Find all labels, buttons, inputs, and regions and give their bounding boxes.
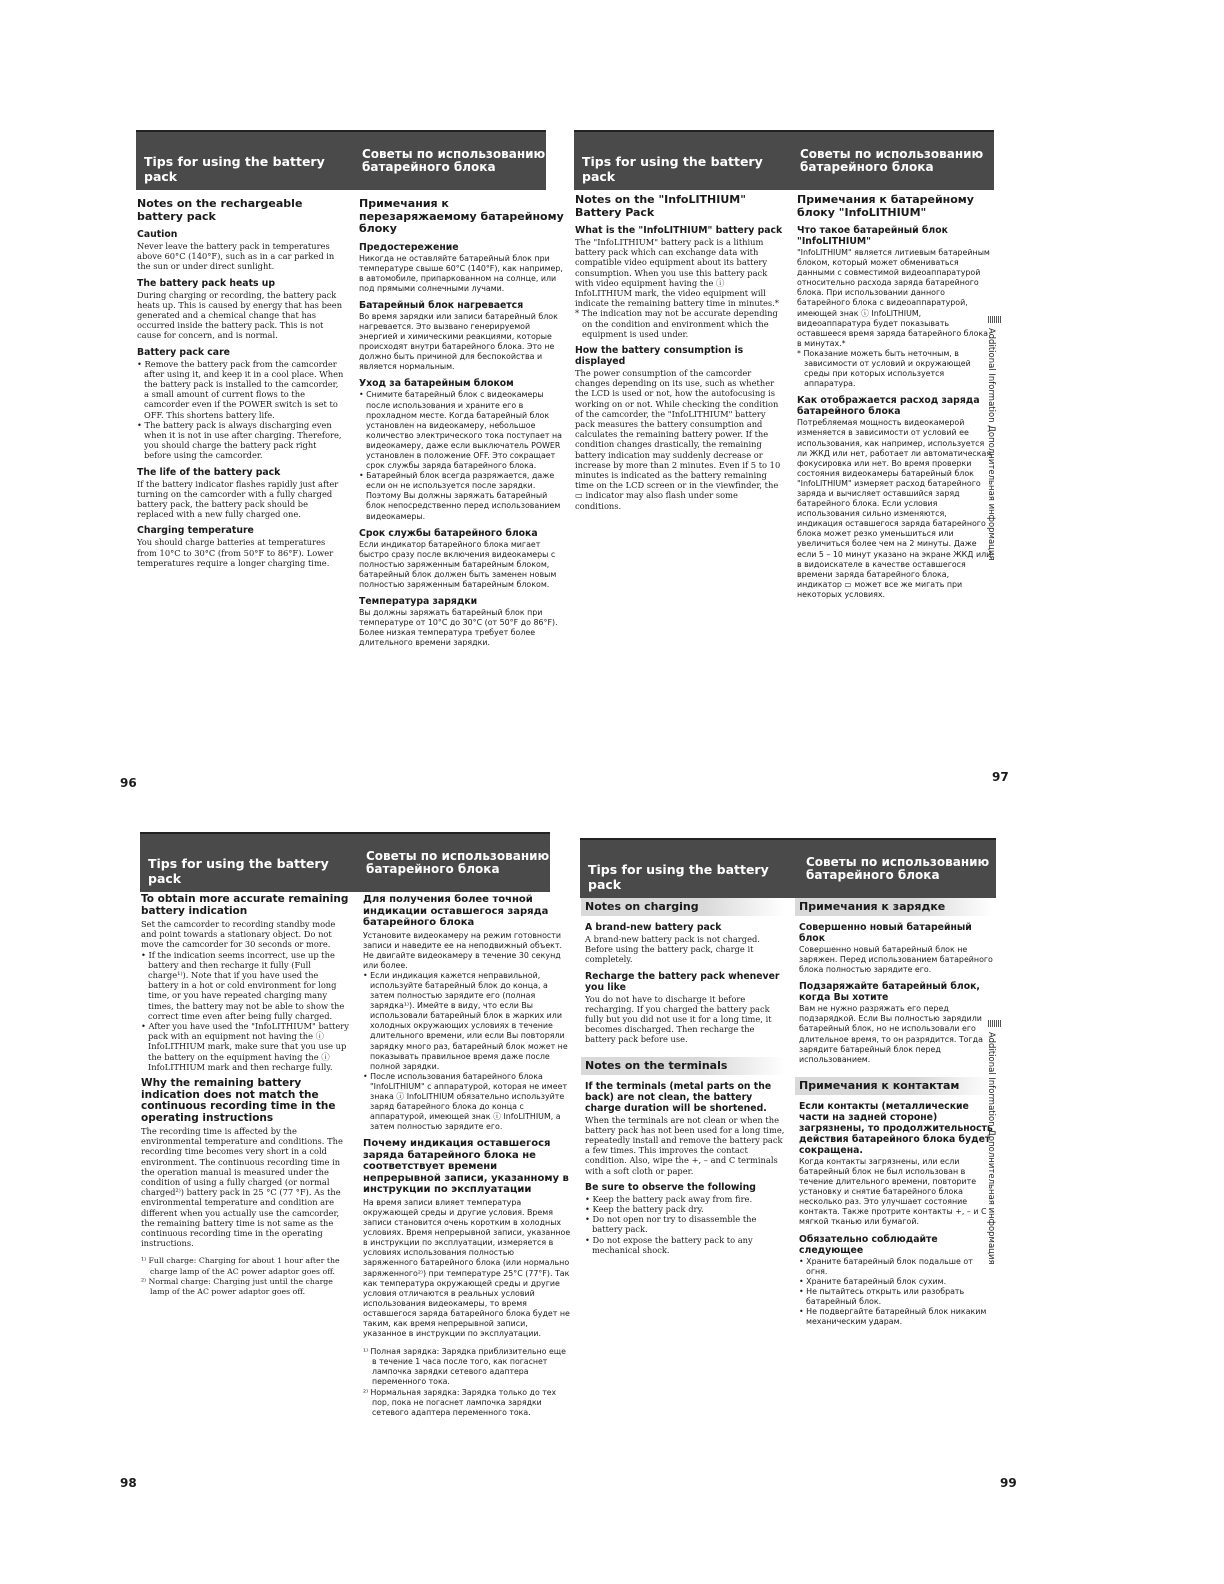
list-item: • Do not expose the battery pack to any mechanical shock. xyxy=(585,1234,753,1255)
paragraph: Never leave the battery pack in temperatures above 60°C (140°F), such as in a car parked in the sun or under direct sunlight. xyxy=(137,241,335,272)
page-99-header xyxy=(580,838,996,898)
page-number: 96 xyxy=(120,776,137,790)
header-title-en: Tips for using the battery pack xyxy=(144,154,325,184)
paragraph: When the terminals are not clean or when the battery pack has not been used for a long time, repeatedly install and remove the battery pack a few times. This improves the contact condition. Also, wipe the +, – and C terminals with a soft cloth or paper. xyxy=(585,1114,785,1176)
subheading: Для получения более точной индикации оставшегося заряда батарейного блока xyxy=(363,894,549,928)
paragraph: The recording time is affected by the environmental temperature and conditions. The recording time becomes very short in a cold environment. The continuous recording time in the operation manual is measured under the condition of using a fully charged (or normal charged²⁾) battery pack in 25 °C (77 °F). As the environmental temperature and condition are different when you actually use the camcorder, the remaining battery time is not same as the continuous recording time in the operating instructions. xyxy=(141,1126,343,1249)
paragraph: Вам не нужно разряжать его перед подзарядкой. Если Вы полностью зарядили батарейный блок, но не использовали его длительное время, то он разрядится. Тогда зарядите батарейный блок перед использованием. xyxy=(799,1004,983,1064)
page-number: 98 xyxy=(120,1476,137,1490)
subheading: Уход за батарейным блоком xyxy=(359,378,514,390)
page-number: 97 xyxy=(992,770,1009,784)
paragraph: Совершенно новый батарейный блок не заряжен. Перед использованием батарейного блока полностью зарядите его. xyxy=(799,945,993,975)
subheading: Почему индикация оставшегося заряда батарейного блока не соответствует времени непрерывной записи, указанному в инструкции по эксплуатации xyxy=(363,1138,569,1196)
subheading: Предостережение xyxy=(359,241,459,253)
header-title-en: Tips for using the battery pack xyxy=(582,154,763,184)
column-en xyxy=(585,898,785,1327)
subheading: Caution xyxy=(137,229,178,240)
list-item: • Keep the battery pack away from fire. xyxy=(585,1193,753,1204)
paragraph: Set the camcorder to recording standby mode and point towards a stationary object. Do not move the camcorder for 30 seconds or more. xyxy=(141,919,336,950)
header-title-en: Tips for using the battery pack xyxy=(148,856,329,886)
list-item: • Не пытайтесь открыть или разобрать батарейный блок. xyxy=(799,1286,965,1306)
header-title-ru: Советы по использованию батарейного блока xyxy=(806,855,990,882)
list-item: • If the indication seems incorrect, use up the battery and then recharge it fully (Full charge¹⁾). Note that if you have used the battery in a hot or cold environment for long time, or you have repeated charging many times, the battery may not be able to show the correct time even after being fully charged. xyxy=(141,949,345,1021)
subheading: What is the "InfoLITHIUM" battery pack xyxy=(575,225,783,236)
subheading: Если контакты (металлические части на задней стороне) загрязнены, то продолжительность действия батарейного блока будет сокращена. xyxy=(799,1100,993,1156)
paragraph: Никогда не оставляйте батарейный блок при температуре свыше 60°C (140°F), как например, в автомобиле, припаркованном на солнце, или под прямыми солнечными лучами. xyxy=(359,253,563,293)
subheading: Срок службы батарейного блока xyxy=(359,527,538,539)
subheading: Battery pack care xyxy=(137,346,230,358)
note: * The indication may not be accurate depending on the condition and environment which the equipment is used under. xyxy=(575,308,778,339)
column-ru xyxy=(359,198,567,649)
note: * Показание можеть быть неточным, в зависимости от условий и окружающей среды при которых используется аппаратура. xyxy=(797,348,971,389)
subheading: The life of the battery pack xyxy=(137,466,281,478)
section-tab-mark xyxy=(988,1020,1002,1027)
subheading: Температура зарядки xyxy=(359,596,478,608)
column-en xyxy=(575,194,783,600)
list-item: • After you have used the "InfoLITHIUM" battery pack with an equipment not having the ⓘ InfoLITHIUM mark, make sure that you use up the battery on the equipment having the ⓘ InfoLITHIUM mark and then recharge fully. xyxy=(141,1021,349,1072)
paragraph: The power consumption of the camcorder changes depending on its use, such as whether the LCD is used or not, how the autofocusing is working on or not. While checking the condition of the camcorder, the "InfoLITHIUM" battery pack measures the battery consumption and calculates the remaining battery power. If the condition changes drastically, the remaining battery indication may suddenly decrease or increase by more than 2 minutes. Even if 5 to 10 minutes is indicated as the battery remaining time on the LCD screen or in the viewfinder, the ▭ indicator may also flash under some conditions. xyxy=(575,368,781,511)
section-title: Notes on charging xyxy=(581,898,785,916)
paragraph: Во время зарядки или записи батарейный блок нагревается. Это вызвано генерируемой энергией и химическими реакциями, которые происходят внутри батарейного блока. Это не должно быть причиной для беспокойства и является нормальным. xyxy=(359,311,558,372)
page-97-header xyxy=(574,130,994,190)
section-tab-mark xyxy=(988,316,1002,323)
subheading: The battery pack heats up xyxy=(137,277,276,289)
page-96-body xyxy=(137,198,567,649)
paragraph: "InfoLITHIUM" является литиевым батарейным блоком, который может обмениваться данными с совместимой видеоаппаратурой относительно расхода заряда батарейного блока. При использовании данного батарейного блока с видеоаппаратурой, имеющей знак ⓘ InfoLITHIUM, видеоаппаратура будет показывать оставшееся время заряда батарейного блока в минутах.* xyxy=(797,248,990,348)
header-title-ru: Советы по использованию батарейного блока xyxy=(366,849,550,876)
page-number: 99 xyxy=(1000,1476,1017,1490)
column-ru xyxy=(799,898,993,1327)
subheading: A brand-new battery pack xyxy=(585,922,722,933)
header-title-ru: Советы по использованию батарейного блока xyxy=(362,147,546,174)
paragraph: Вы должны заряжать батарейный блок при температуре от 10°C до 30°C (от 50°F до 86°F). Более низкая температура требует более длительного времени зарядки. xyxy=(359,608,558,648)
paragraph: A brand-new battery pack is not charged. Before using the battery pack, charge it completely. xyxy=(585,934,760,965)
subheading: Что такое батарейный блок "InfoLITHIUM" xyxy=(797,225,948,247)
list-item: • Снимите батарейный блок с видеокамеры после использования и храните его в прохладном месте. Когда батарейный блок установлен на видеокамеру, небольшое количество электрического тока поступает на видеокамеру, даже если выключатель POWER установлен в положение OFF. Это сокращает срок службы заряда батарейного блока. xyxy=(359,390,562,471)
column-en xyxy=(137,198,345,649)
list-item: • Если индикация кажется неправильной, используйте батарейный блок до конца, а затем полностью зарядите его (полная зарядка¹⁾). Имейте в виду, что если Вы использовали батарейный блок в жарких или холодных окружающих условиях в течение длительного времени, или если Вы повторяли зарядку много раз, батарейный блок может не показывать правильное время даже после полной зарядки. xyxy=(363,970,568,1071)
section-title: Notes on the "InfoLITHIUM" Battery Pack xyxy=(575,193,746,219)
side-index-label: Additional Information Дополнительная информация xyxy=(986,1032,996,1265)
paragraph: You do not have to discharge it before recharging. If you charged the battery pack fully but you did not use it for a long time, it becomes discharged. Then recharge the battery pack before use. xyxy=(585,993,772,1045)
paragraph: Когда контакты загрязнены, или если батарейный блок не был использован в течение длительного времени, повторите установку и снятие батарейного блока несколько раз. Это улучшает состояние контакта. Также протрите контакты +, – и C мягкой тканью или бумагой. xyxy=(799,1156,987,1227)
list-item: • Keep the battery pack dry. xyxy=(585,1204,704,1215)
page-98-body xyxy=(141,894,571,1418)
subheading: Charging temperature xyxy=(137,525,254,537)
subheading: Обязательно соблюдайте следующее xyxy=(799,1233,938,1256)
paragraph: During charging or recording, the battery pack heats up. This is caused by energy that has been generated and a chemical change that has occurred inside the battery pack. This is not cause for concern, and is normal. xyxy=(137,289,343,341)
subheading: To obtain more accurate remaining battery indication xyxy=(141,893,349,917)
list-item: • The battery pack is always discharging even when it is not in use after charging. Therefore, you should charge the battery pack right before using the camcorder. xyxy=(137,419,342,461)
paragraph: Если индикатор батарейного блока мигает быстро сразу после включения видеокамеры с полностью заряженным батарейным блоком, батарейный блок должен быть заменен новым полностью заряженным батарейным блоком. xyxy=(359,539,557,590)
list-item: • Батарейный блок всегда разряжается, даже если он не используется после зарядки. Поэтому Вы должны заряжать батарейный блок непосредственно перед использованием видеокамеры. xyxy=(359,471,561,521)
subheading: Recharge the battery pack whenever you like xyxy=(585,970,780,993)
footnote: ²⁾ Нормальная зарядка: Зарядка только до тех пор, пока не погаснет лампочка зарядки сетевого адаптера переменного тока. xyxy=(363,1387,557,1417)
subheading: Why the remaining battery indication does not match the continuous recording time in the operating instructions xyxy=(141,1077,336,1124)
subheading: Совершенно новый батарейный блок xyxy=(799,922,972,944)
paragraph: If the battery indicator flashes rapidly just after turning on the camcorder with a fully charged battery pack, the battery pack should be replaced with a new fully charged one. xyxy=(137,478,339,520)
list-item: • Do not open nor try to disassemble the battery pack. xyxy=(585,1214,757,1235)
section-title: Notes on the terminals xyxy=(581,1057,785,1075)
page-97-body xyxy=(575,194,993,600)
section-title: Примечания к перезаряжаемому батарейному блоку xyxy=(359,197,564,235)
column-ru xyxy=(363,894,571,1418)
section-title: Примечания к контактам xyxy=(795,1077,993,1095)
side-index-label: Additional Information Дополнительная информация xyxy=(986,328,996,561)
subheading: Как отображается расход заряда батарейного блока xyxy=(797,395,980,418)
subheading: Подзаряжайте батарейный блок, когда Вы хотите xyxy=(799,981,980,1004)
page-96-header xyxy=(136,130,546,190)
column-ru xyxy=(797,194,993,600)
paragraph: Установите видеокамеру на режим готовности записи и наведите ее на неподвижный объект. Не двигайте видеокамеру в течение 30 секунд или более. xyxy=(363,930,563,970)
footnotes xyxy=(363,1347,571,1418)
section-title: Примечания к зарядке xyxy=(795,898,993,916)
paragraph: На время записи влияет температура окружающей среды и другие условия. Время записи становится очень коротким в холодных условиях. Время непрерывной записи, указанное в инструкции по эксплуатации, измеряется в условиях использования полностью заряженного батарейного блока (или нормально заряженного²⁾) при температуре 25°C (77°F). Так как температура окружающей среды и другие условия отличаются в реальных условий использования видеокамеры, то время оставшегося заряда батарейного блока будет не таким, как время непрерывной записи, указанное в инструкции по эксплуатации. xyxy=(363,1197,571,1339)
paragraph: You should charge batteries at temperatures from 10°C to 30°C (from 50°F to 86°F). Lower temperatures require a longer charging time. xyxy=(137,537,334,568)
subheading: Батарейный блок нагревается xyxy=(359,299,524,311)
section-title: Notes on the rechargeable battery pack xyxy=(137,197,303,223)
header-title-en: Tips for using the battery pack xyxy=(588,862,769,892)
list-item: • Храните батарейный блок подальше от огня. xyxy=(799,1256,973,1276)
column-en xyxy=(141,894,349,1418)
footnotes xyxy=(141,1256,349,1297)
footnote: ²⁾ Normal charge: Charging just until the charge lamp of the AC power adaptor goes off. xyxy=(141,1276,333,1297)
subheading: Be sure to observe the following xyxy=(585,1181,756,1193)
paragraph: Потребляемая мощность видеокамерой изменяется в зависимости от условий ее использования, как например, используется ли ЖКД или нет, работает ли автоматическая фокусировка или нет. Во время проверки состояния видеокамеры батарейный блок "InfoLITHIUM" измеряет расход батарейного заряда и вычисляет оставшийся заряд батарейного блока. Если условия использования сильно изменяются, индикация оставшегося заряда батарейного блока может резко уменьшиться или увеличиться более чем на 2 минуты. Даже если 5 – 10 минут указано на экране ЖКД или в видоискателе в качестве оставшегося времени заряда батарейного блока, индикатор ▭ может все же мигать при некоторых условиях. xyxy=(797,418,992,599)
page-98-header xyxy=(140,832,550,892)
list-item: • Remove the battery pack from the camcorder after using it, and keep it in a cool place. When the battery pack is installed to the camcorder, a small amount of current flows to the camcorder even if the POWER switch is set to OFF. This shortens battery life. xyxy=(137,358,344,420)
page-99-body xyxy=(585,898,993,1327)
paragraph: The "InfoLITHIUM" battery pack is a lithium battery pack which can exchange data with compatible video equipment about its battery consumption. When you use this battery pack with video equipment having the ⓘ InfoLITHIUM mark, the video equipment will indicate the remaining battery time in minutes.* xyxy=(575,237,779,309)
subheading: How the battery consumption is displayed xyxy=(575,345,744,368)
footnote: ¹⁾ Full charge: Charging for about 1 hour after the charge lamp of the AC power adaptor goes off. xyxy=(141,1256,340,1276)
header-title-ru: Советы по использованию батарейного блока xyxy=(800,147,984,174)
subheading: If the terminals (metal parts on the back) are not clean, the battery charge duration will be shortened. xyxy=(585,1080,772,1114)
footnote: ¹⁾ Полная зарядка: Зарядка приблизительно еще в течение 1 часа после того, как погаснет лампочка зарядки сетевого адаптера переменного тока. xyxy=(363,1347,566,1387)
list-item: • После использования батарейного блока "InfoLITHIUM" с аппаратурой, которая не имеет знака ⓘ InfoLITHIUM обязательно используйте заряд батарейного блока до конца с аппаратурой, имеющей знак ⓘ InfoLITHIUM, а затем полностью зарядите его. xyxy=(363,1071,568,1132)
list-item: • Не подвергайте батарейный блок никаким механическим ударам. xyxy=(799,1306,987,1327)
list-item: • Храните батарейный блок сухим. xyxy=(799,1276,947,1286)
section-title: Примечания к батарейному блоку "InfoLITHIUM" xyxy=(797,193,974,219)
